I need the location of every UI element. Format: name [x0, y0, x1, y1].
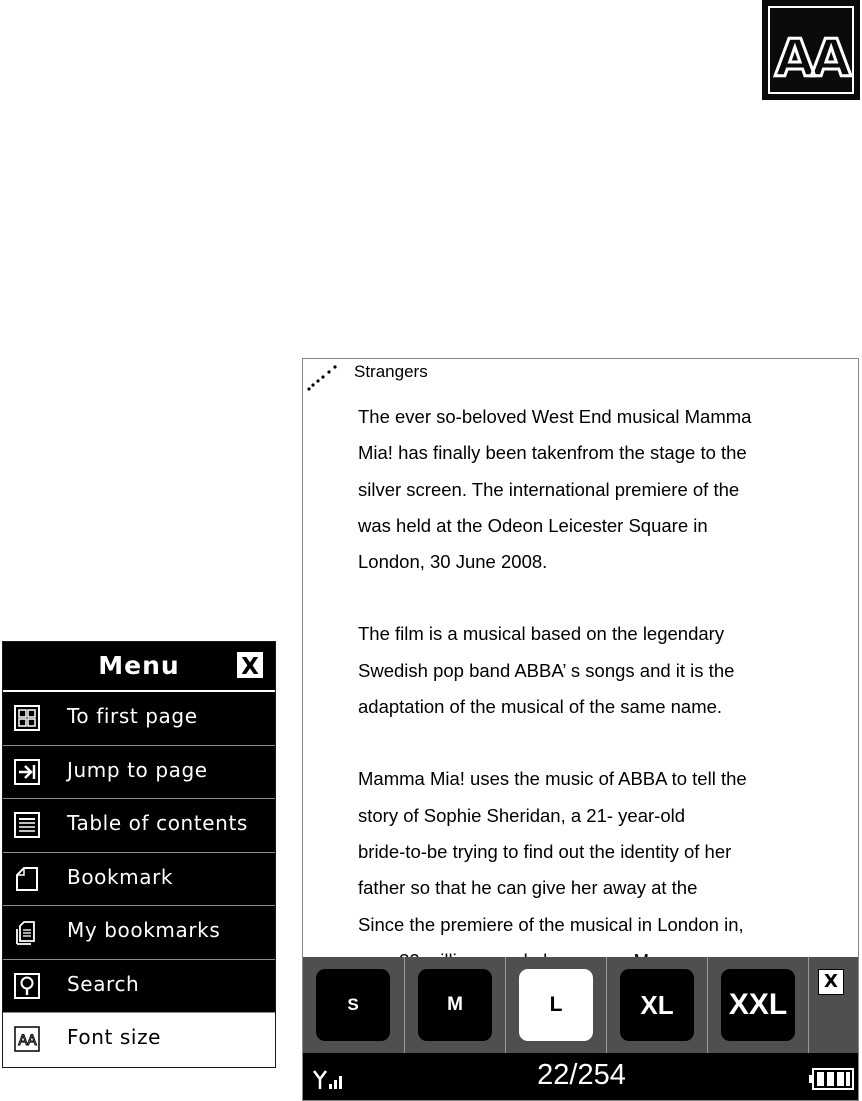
menu-item-my-bookmarks[interactable]: [3, 906, 275, 960]
text-line: London, 30 June 2008.: [358, 551, 548, 573]
text-line: Since the premiere of the musical in London in,: [358, 913, 744, 935]
font-size-m-button[interactable]: M: [418, 969, 492, 1041]
text-line: The film is a musical based on the legendary: [358, 623, 725, 645]
paragraph: [358, 616, 838, 725]
font-size-cell: [607, 957, 708, 1053]
jump-to-page-icon: [14, 759, 40, 785]
font-size-l-button[interactable]: L: [519, 969, 593, 1041]
text-line: Swedish pop band ABBA’ s songs and it is the: [358, 659, 735, 681]
search-icon: [14, 973, 40, 999]
first-page-icon: [14, 705, 40, 731]
my-bookmarks-icon: [14, 919, 40, 945]
font-size-xxl-button[interactable]: XXL: [721, 969, 795, 1041]
text-line: The ever so-beloved West End musical Mamma: [358, 406, 752, 427]
battery-icon: [809, 1067, 855, 1091]
menu-item-label: My bookmarks: [67, 918, 221, 942]
menu-item-bookmark[interactable]: [3, 853, 275, 907]
svg-text:AA: AA: [18, 1033, 36, 1049]
text-line: father so that he can give her away at the: [358, 877, 698, 899]
menu-panel: [2, 641, 276, 1068]
font-size-icon: [14, 1026, 40, 1052]
font-size-xl-button[interactable]: XL: [620, 969, 694, 1041]
font-size-cell: [506, 957, 607, 1053]
font-size-aa-icon[interactable]: [762, 0, 860, 100]
menu-item-label: Bookmark: [67, 864, 174, 889]
menu-item-label: Font size: [67, 1025, 162, 1049]
menu-title: Menu: [98, 651, 180, 680]
menu-item-jump-to-page[interactable]: [3, 746, 275, 800]
reader-panel: [302, 358, 859, 1101]
text-line: Mamma Mia! uses the music of ABBA to tell the: [358, 768, 747, 790]
font-size-s-button[interactable]: S: [316, 969, 390, 1041]
menu-item-table-of-contents[interactable]: [3, 799, 275, 853]
font-size-bar: [303, 957, 858, 1053]
text-line: adaptation of the musical of the same name.: [358, 696, 723, 718]
menu-item-search[interactable]: [3, 960, 275, 1014]
font-size-cell: [303, 957, 405, 1053]
loading-dots-icon: [305, 361, 339, 393]
menu-item-label: Jump to page: [67, 757, 208, 782]
menu-header: [3, 642, 275, 692]
menu-item-label: Search: [67, 971, 140, 996]
font-size-cell: [708, 957, 809, 1053]
menu-close-button[interactable]: X: [235, 650, 265, 680]
svg-text:AA: AA: [774, 29, 848, 89]
paragraph: [358, 399, 838, 580]
menu-item-to-first-page[interactable]: [3, 692, 275, 746]
paragraph: [358, 761, 838, 979]
table-of-contents-icon: [14, 812, 40, 838]
page-indicator: 22/254: [537, 1059, 626, 1091]
font-size-close-button[interactable]: X: [818, 969, 844, 995]
status-bar: [303, 1053, 859, 1101]
menu-item-label: Table of contents: [67, 811, 248, 835]
text-line: was held at the Odeon Leicester Square in: [358, 514, 708, 536]
menu-item-font-size[interactable]: [3, 1013, 275, 1067]
menu-item-label: To first page: [67, 704, 198, 728]
text-line: bride-to-be trying to find out the identity of her: [358, 840, 732, 862]
bookmark-icon: [14, 866, 40, 892]
text-line: silver screen. The international premiere of the: [358, 478, 740, 500]
book-content: [358, 399, 838, 1015]
text-line: Mia! has finally been takenfrom the stage to the: [358, 442, 747, 464]
chapter-title: Strangers: [354, 362, 428, 381]
text-line: story of Sophie Sheridan, a 21- year-old: [358, 804, 686, 826]
font-size-cell: [405, 957, 506, 1053]
